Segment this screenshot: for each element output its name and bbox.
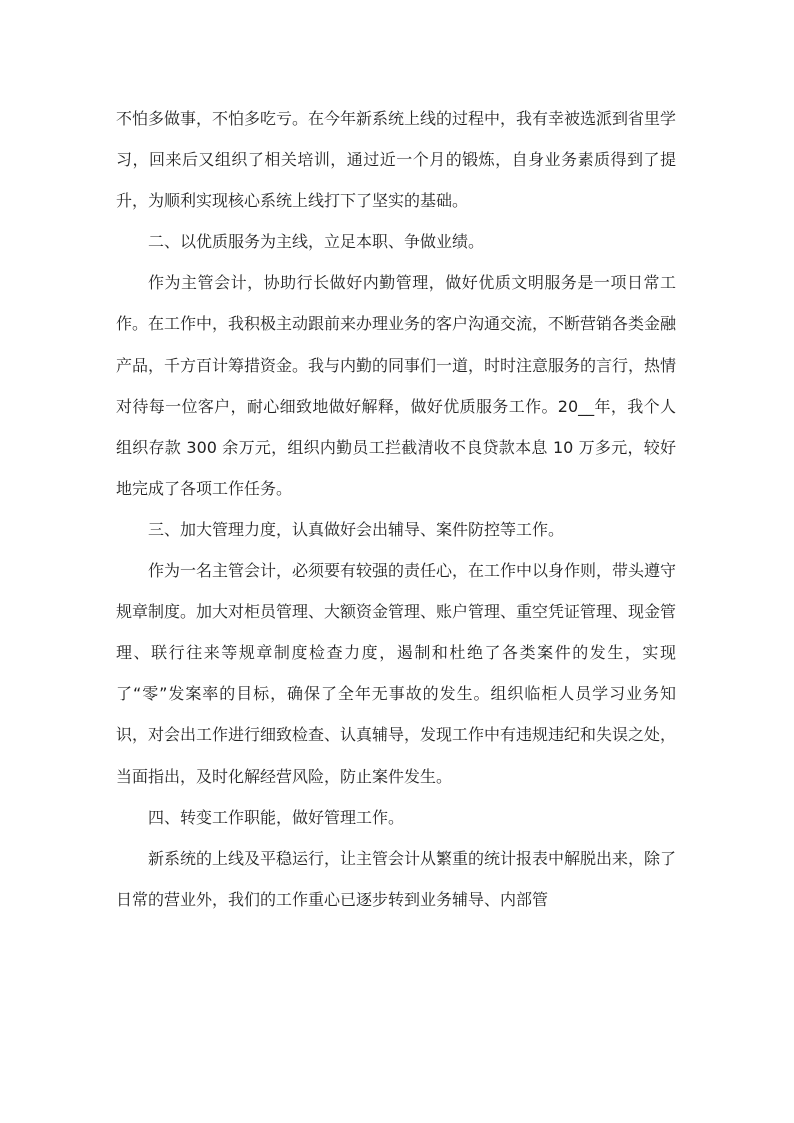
section-heading-two: 二、以优质服务为主线，立足本职、争做业绩。 — [148, 232, 485, 252]
paragraph-new-system: 新系统的上线及平稳运行，让主管会计从繁重的统计报表中解脱出来，除了日常的营业外，我们的工作重心已逐步转到业务辅导、内部管 — [116, 848, 677, 909]
paragraph-service: 作为主管会计，协助行长做好内勤管理，做好优质文明服务是一项日常工作。在工作中，我积极主动跟前来办理业务的客户沟通交流，不断营销各类金融产品，千方百计筹措资金。我与内勤的同事们一道，时时注意服务的言行，热情对待每一位客户，耐心细致地做好解释，做好优质服务工作。20__年，我个人组织存款 300 余万元，组织内勤员工拦截清收不良贷款本息 10 万多元，较好地完成了各项工作任务。 — [116, 273, 677, 498]
document-body — [116, 98, 676, 920]
paragraph-continuation: 不怕多做事，不怕多吃亏。在今年新系统上线的过程中，我有幸被选派到省里学习，回来后又组织了相关培训，通过近一个月的锻炼，自身业务素质得到了提升，为顺利实现核心系统上线打下了坚实的基础。 — [116, 109, 677, 211]
paragraph-management: 作为一名主管会计，必须要有较强的责任心，在工作中以身作则，带头遵守规章制度。加大对柜员管理、大额资金管理、账户管理、重空凭证管理、现金管理、联行往来等规章制度检查力度，遏制和杜绝了各类案件的发生，实现了“零”发案率的目标，确保了全年无事故的发生。组织临柜人员学习业务知识，对会出工作进行细致检查、认真辅导，发现工作中有违规违纪和失误之处，当面指出，及时化解经营风险，防止案件发生。 — [116, 561, 677, 786]
section-heading-three: 三、加大管理力度，认真做好会出辅导、案件防控等工作。 — [148, 519, 565, 539]
section-heading-four: 四、转变工作职能，做好管理工作。 — [148, 807, 405, 827]
